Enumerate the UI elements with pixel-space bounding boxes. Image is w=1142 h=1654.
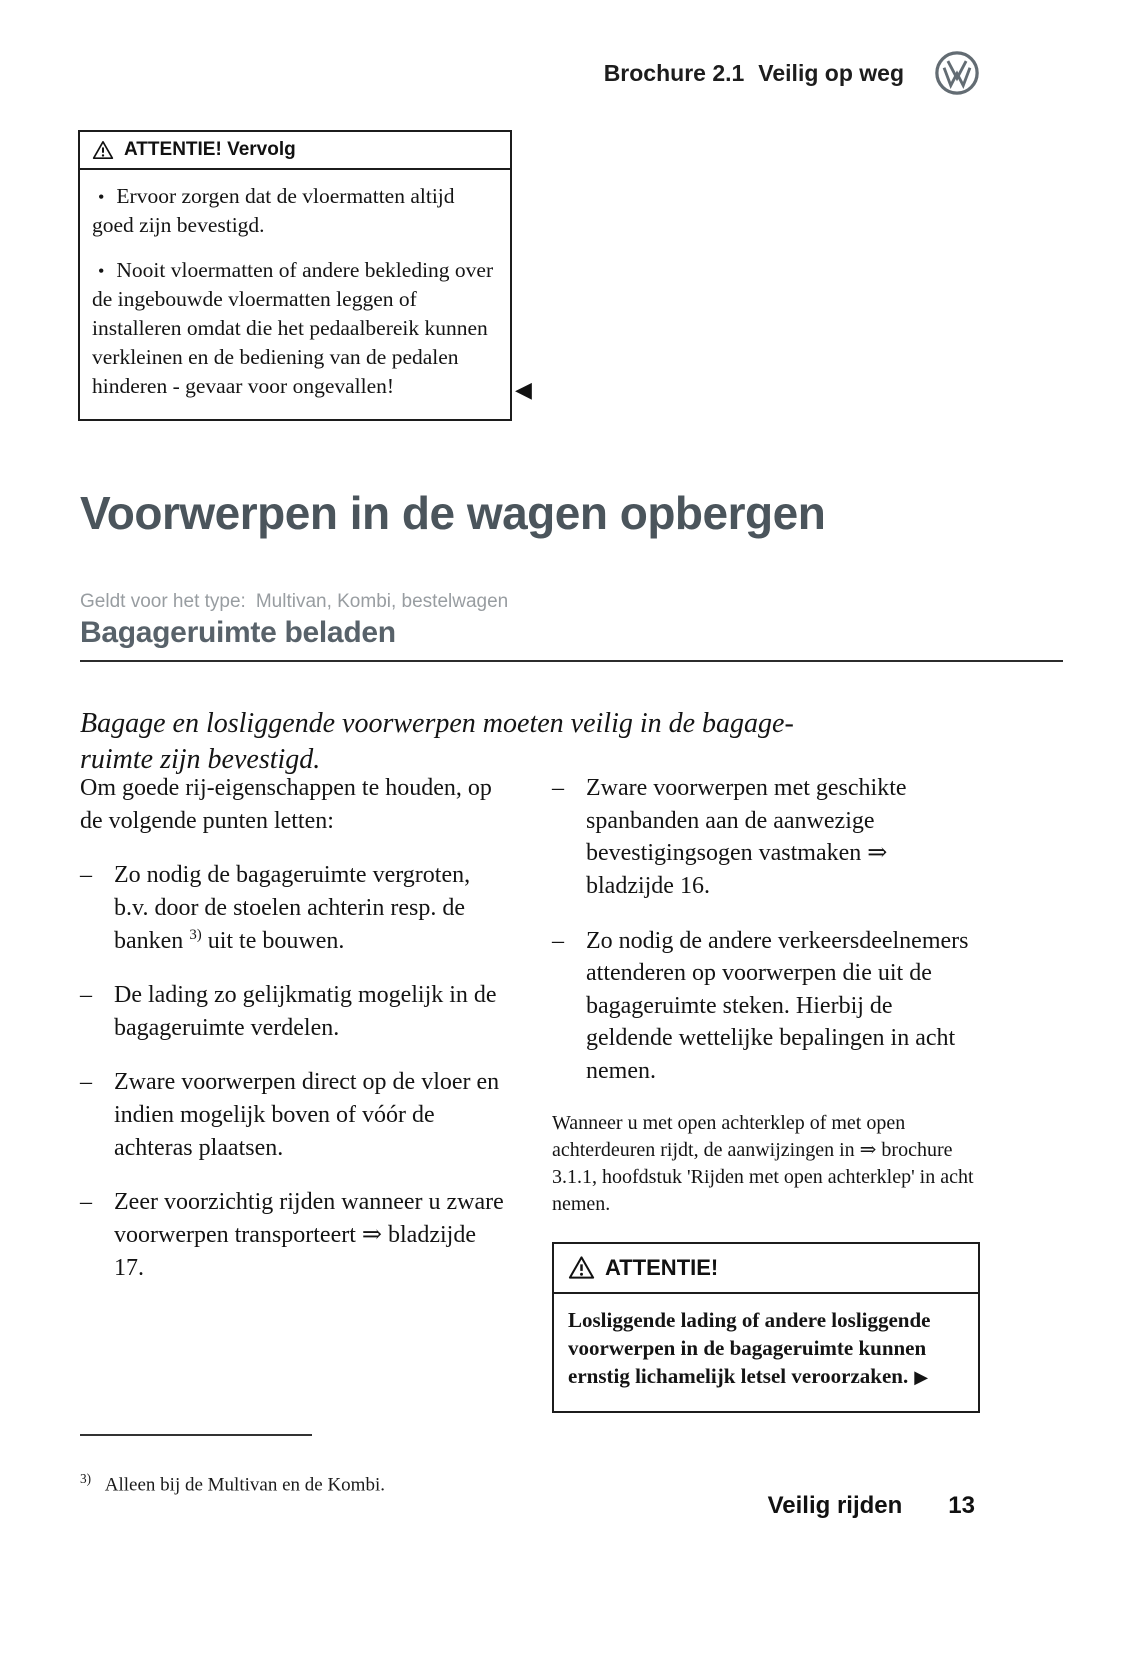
- lead-paragraph: [80, 706, 1020, 778]
- list-item-text: De lading zo gelijkmatig mogelijk in de bagageruimte verdelen.: [114, 982, 497, 1041]
- page-title: Voorwerpen in de wagen opbergen: [80, 487, 826, 539]
- dash-marker: –: [80, 982, 92, 1009]
- warning-text: [568, 1306, 964, 1391]
- warning-text-content: Losliggende lading of andere losliggende voorwerpen in de bagageruimte kunnen ernstig lichamelijk letsel veroorzaken.: [568, 1307, 931, 1389]
- list-item-text-post: uit te bouwen.: [207, 927, 345, 954]
- list-item-text-pre: Zo nodig de bagageruimte vergroten, b.v. door de stoelen achterin resp. de banken: [114, 862, 471, 954]
- vw-logo-icon: [934, 50, 980, 96]
- breadcrumb-brochure: Brochure 2.1: [603, 59, 745, 86]
- dash-marker: –: [80, 862, 92, 889]
- bullet-marker: •: [98, 187, 105, 207]
- page-header: [604, 50, 980, 96]
- page-footer: [768, 1492, 975, 1520]
- list-item-text: Zeer voorzichtig rijden wanneer u zware voorwerpen transporteert ⇒ bladzijde 17.: [114, 1189, 504, 1281]
- breadcrumb: [604, 60, 904, 87]
- warning-bullet: [92, 256, 496, 401]
- section-title: Bagageruimte beladen: [80, 616, 396, 649]
- dash-marker: –: [552, 775, 564, 801]
- right-column: [552, 772, 980, 1413]
- list-item: [552, 772, 980, 903]
- warning-box-continued: [78, 130, 512, 421]
- applies-to-line: [80, 591, 508, 613]
- breadcrumb-chapter: Veilig op weg: [758, 59, 904, 86]
- warning-bullet: [92, 182, 496, 240]
- warning-bullet-text: Nooit vloermatten of andere bekleding over de ingebouwde vloermatten leggen of installeren omdat die het pedaalbereik kunnen verkleinen en de bediening van de pedalen hinderen - gevaar voor ongevallen!: [92, 258, 494, 399]
- lead-line: Bagage en losliggende voorwerpen moeten veilig in de bagage-: [80, 708, 794, 739]
- warning-box-title-row: [554, 1244, 978, 1294]
- warning-box-bottom: [552, 1242, 980, 1413]
- dash-marker: –: [80, 1069, 92, 1096]
- list-item-text: Zo nodig de andere verkeersdeelnemers attenderen op voorwerpen die uit de bagageruimte steken. Hierbij de geldende wettelijke bepalingen in acht nemen.: [586, 927, 969, 1084]
- lead-line: ruimte zijn bevestigd.: [80, 743, 321, 775]
- left-column: [80, 772, 508, 1413]
- list-item-text: Zware voorwerpen met geschikte spanbanden aan de aanwezige bevestigingsogen vastmaken ⇒ bladzijde 16.: [586, 775, 907, 899]
- footer-section-title: Veilig rijden: [767, 1492, 903, 1519]
- footnote-text: Alleen bij de Multivan en de Kombi.: [104, 1474, 385, 1496]
- warning-triangle-icon: [92, 140, 114, 160]
- list-item: [80, 1066, 508, 1164]
- warning-box-body: [80, 170, 510, 419]
- dash-marker: –: [80, 1189, 92, 1216]
- list-item-text: Zware voorwerpen direct op de vloer en indien mogelijk boven of vóór de achteras plaatsen.: [114, 1069, 500, 1161]
- page-number: 13: [948, 1492, 975, 1519]
- list-item: [80, 859, 508, 957]
- warning-title: ATTENTIE! Vervolg: [124, 139, 296, 160]
- list-item: [80, 1186, 508, 1284]
- list-item: [552, 925, 980, 1088]
- note-paragraph: Wanneer u met open achterklep of met open achterdeuren rijdt, de aanwijzingen in ⇒ brochure 3.1.1, hoofdstuk 'Rijden met open achterklep' in acht nemen.: [552, 1111, 974, 1215]
- warning-box-title-row: [80, 132, 510, 170]
- bullet-marker: •: [98, 261, 105, 282]
- intro-paragraph: Om goede rij-eigenschappen te houden, op de volgende punten letten:: [80, 775, 492, 834]
- warning-box-body: [554, 1294, 978, 1411]
- warning-bullet-text: Ervoor zorgen dat de vloermatten altijd goed zijn bevestigd.: [92, 184, 455, 238]
- continuation-marker: ▶: [914, 1367, 929, 1389]
- continuation-end-marker: ◀: [515, 378, 532, 403]
- section-divider: [80, 660, 1063, 662]
- footnote-marker: 3): [80, 1471, 92, 1486]
- warning-box: [78, 130, 512, 421]
- list-item-text: [114, 859, 508, 957]
- dash-marker: –: [552, 927, 564, 954]
- footnote-ref: 3): [189, 926, 202, 943]
- applies-to-label: Geldt voor het type:: [80, 591, 246, 612]
- list-item: [80, 979, 508, 1044]
- warning-title: ATTENTIE!: [605, 1254, 719, 1280]
- applies-to-value: Multivan, Kombi, bestelwagen: [255, 591, 509, 612]
- warning-triangle-icon: [568, 1255, 595, 1280]
- footnote: [80, 1471, 385, 1496]
- footnote-divider: [80, 1434, 312, 1436]
- body-columns: [80, 772, 980, 1413]
